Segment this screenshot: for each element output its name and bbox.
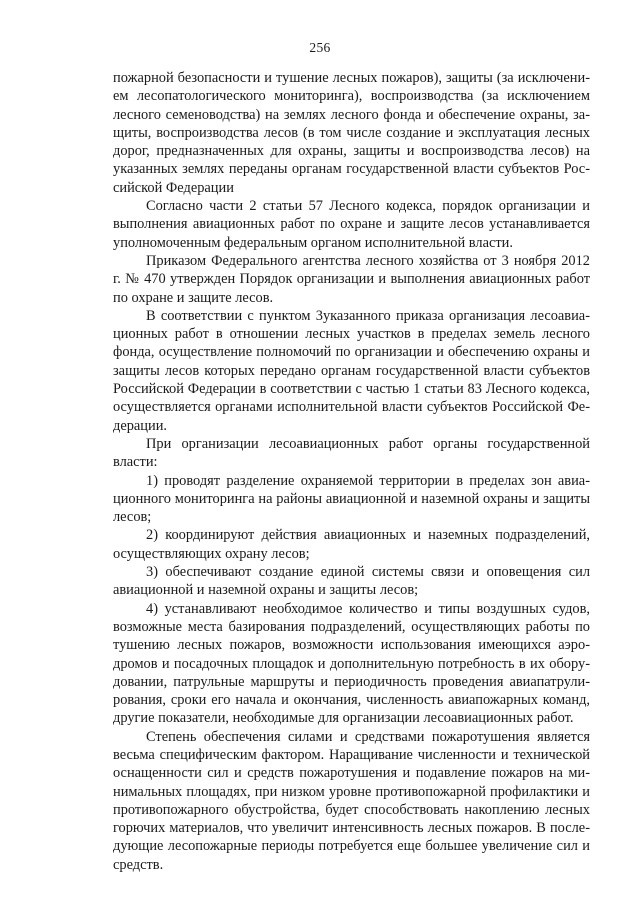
list-item-2: 2) координируют действия авиационных и наземных подразделений, осуществляющих охрану лесов; [113, 527, 590, 562]
paragraph-5: При организации лесоавиационных работ органы государственной власти: [113, 435, 590, 471]
paragraph-1: пожарной безопасности и тушение лесных пожаров), защиты (за исключением лесопатологического мониторинга), воспроизводства (за исключением лесного семеноводства) на землях лесного фонда и обеспечение охраны, защиты, воспроизводства лесов (в том числе создание и эксплуатация лесных дорог, предназначенных для охраны, защиты и воспроизводства лесов) на указанных землях переданы органам государственной власти субъектов Российской Федерации [113, 70, 590, 196]
page-number: 256 [309, 40, 331, 55]
paragraph-6: Степень обеспечения силами и средствами пожаротушения является весьма специфическим фактором. Наращивание численности и технической оснащенности сил и средств пожаротушения и подавление пожаров на минимальных площадях, при низком уровне противопожарной профилактики и противопожарного обустройства, будет способствовать накоплению лесных горючих материалов, что увеличит интенсивность лесных пожаров. В последующие лесопожарные периоды потребуется еще большее увеличение сил и средств. [113, 728, 590, 873]
paragraph-4: В соответствии с пунктом 3указанного приказа организация лесоавиационных работ в отношении лесных участков в пределах земель лесного фонда, осуществление полномочий по организации и обеспечению охраны и защиты лесов которых передано органам государственной власти субъектов Российской Федерации в соответствии с частью 1 статьи 83 Лесного кодекса, осуществляется органами исполнительной власти субъектов Российской Федерации. [113, 307, 590, 434]
list-item-1: 1) проводят разделение охраняемой территории в пределах зон авиационного мониторинга на районы авиационной и наземной охраны и защиты лесов; [113, 472, 590, 526]
paragraph-2: Согласно части 2 статьи 57 Лесного кодекса, порядок организации и выполнения авиационных работ по охране и защите лесов устанавливается уполномоченным федеральным органом исполнительной власти. [113, 198, 590, 251]
paragraph-3: Приказом Федерального агентства лесного хозяйства от 3 ноября 2012 г. № 470 утвержден Порядок организации и выполнения авиационных работ по охране и защите лесов. [113, 252, 590, 306]
page-body [113, 69, 590, 874]
list-item-4: 4) устанавливают необходимое количество и типы воздушных судов, возможные места базирования подразделений, осуществляющих работы по тушению лесных пожаров, возможности использования имеющихся аэродромов и посадочных площадок и дополнительную потребность в их оборудовании, патрульные маршруты и периодичность проведения авиапатрулирования, сроки его начала и окончания, численность авиапожарных команд, другие показатели, необходимые для организации лесоавиационных работ. [113, 600, 590, 727]
list-item-3: 3) обеспечивают создание единой системы связи и оповещения сил авиационной и наземной охраны и защиты лесов; [113, 564, 590, 599]
